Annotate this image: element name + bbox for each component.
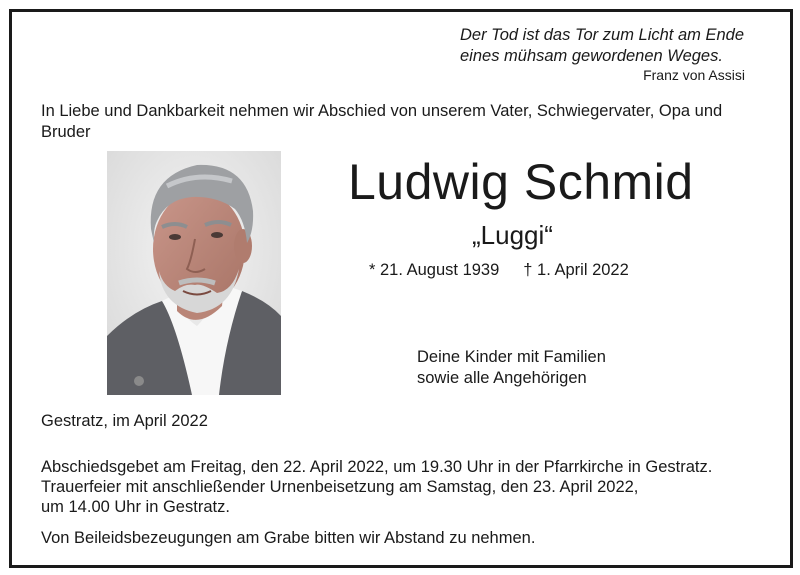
intro-text: In Liebe und Dankbarkeit nehmen wir Abschied von unserem Vater, Schwiegervater, Opa und Bruder [41,102,723,141]
service-line-1: Abschiedsgebet am Freitag, den 22. April 2022, um 19.30 Uhr in der Pfarrkirche in Gestratz. [41,458,713,476]
deceased-name: Ludwig Schmid [348,154,694,210]
quote-author: Franz von Assisi [643,67,745,83]
quote-line-1: Der Tod ist das Tor zum Licht am Ende [460,26,744,44]
life-dates [369,261,653,280]
service-details [41,457,712,517]
quote-line-2: eines mühsam gewordenen Weges. [460,47,723,65]
signers-line-2: sowie alle Angehörigen [417,369,587,387]
place-and-date: Gestratz, im April 2022 [41,412,208,430]
service-line-2: Trauerfeier mit anschließender Urnenbeisetzung am Samstag, den 23. April 2022, [41,478,639,496]
signers-line-1: Deine Kinder mit Familien [417,348,606,366]
closing-note: Von Beileidsbezeugungen am Grabe bitten wir Abstand zu nehmen. [41,529,536,547]
birth-date: * 21. August 1939 [369,261,500,279]
portrait-photo [107,151,281,395]
death-date: † 1. April 2022 [523,261,629,279]
epigraph-quote [460,25,744,67]
service-line-3: um 14.00 Uhr in Gestratz. [41,498,230,516]
deceased-nickname: „Luggi“ [472,220,553,250]
mourners-signature [417,347,606,389]
